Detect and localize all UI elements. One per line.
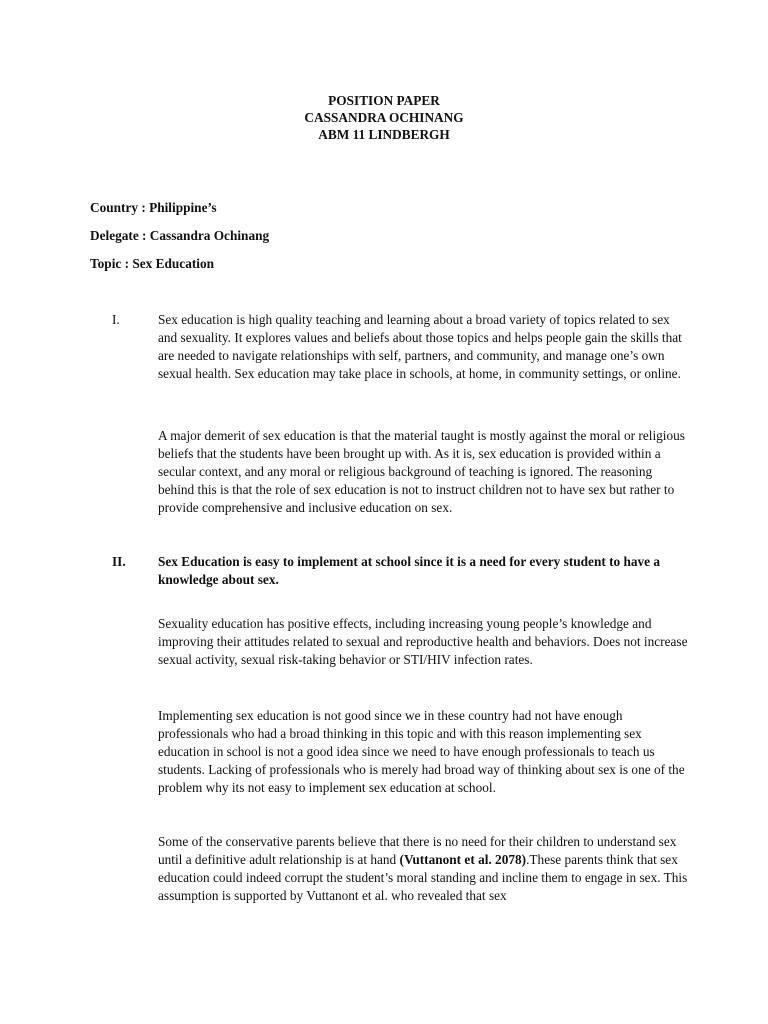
- section-1-numeral: I.: [112, 312, 120, 327]
- document-header: [0, 92, 768, 143]
- header-title: POSITION PAPER: [328, 93, 440, 108]
- header-class: ABM 11 LINDBERGH: [318, 127, 450, 142]
- section-1-paragraph-2: A major demerit of sex education is that the material taught is mostly against the moral or religious beliefs that the students have been brought up with. As it is, sex education is provided within a secular context, and any moral or religious background of teaching is ignored. The reasoning behind this is that the role of sex education is not to instruct children not to have sex but rather to provide comprehensive and inclusive education on sex.: [158, 428, 685, 515]
- section-2-paragraph-3: [158, 833, 688, 905]
- citation: (Vuttanont et al. 2078): [399, 852, 527, 867]
- section-2-heading: Sex Education is easy to implement at school since it is a need for every student to have a knowledge about sex.: [158, 554, 661, 587]
- section-2-numeral: II.: [112, 554, 126, 569]
- section-1-paragraph-1: Sex education is high quality teaching and learning about a broad variety of topics related to sex and sexuality. It explores values and beliefs about those topics and helps people gain the skills that are needed to navigate relationships with self, partners, and community, and manage one’s own sexual health. Sex education may take place in schools, at home, in community settings, or online.: [158, 312, 682, 381]
- section-2-paragraph-3-text-b: .These parents think that sex education could indeed corrupt the student’s moral standing and incline them to engage in sex. This assumption is supported by Vuttanont et al. who revealed that sex: [158, 852, 688, 903]
- header-author: CASSANDRA OCHINANG: [304, 110, 464, 125]
- section-2-paragraph-1: Sexuality education has positive effects, including increasing young people’s knowledge and improving their attitudes related to sexual and reproductive health and behaviors. Does not increase sexual activity, sexual risk-taking behavior or STI/HIV infection rates.: [158, 616, 688, 667]
- meta-delegate: Delegate : Cassandra Ochinang: [90, 228, 270, 243]
- section-2-paragraph-2: Implementing sex education is not good since we in these country had not have enough professionals who had a broad thinking in this topic and with this reason implementing sex education in school is not a good idea since we need to have enough professionals to teach us students. Lacking of professionals who is merely had broad way of thinking about sex is one of the problem why its not easy to implement sex education at school.: [158, 708, 685, 795]
- meta-country: Country : Philippine’s: [90, 200, 217, 215]
- section-2-paragraph-3-text-a: Some of the conservative parents believe that there is no need for their children to understand sex until a definitive adult relationship is at hand: [158, 834, 677, 867]
- document-meta: [90, 199, 269, 283]
- meta-topic: Topic : Sex Education: [90, 256, 215, 271]
